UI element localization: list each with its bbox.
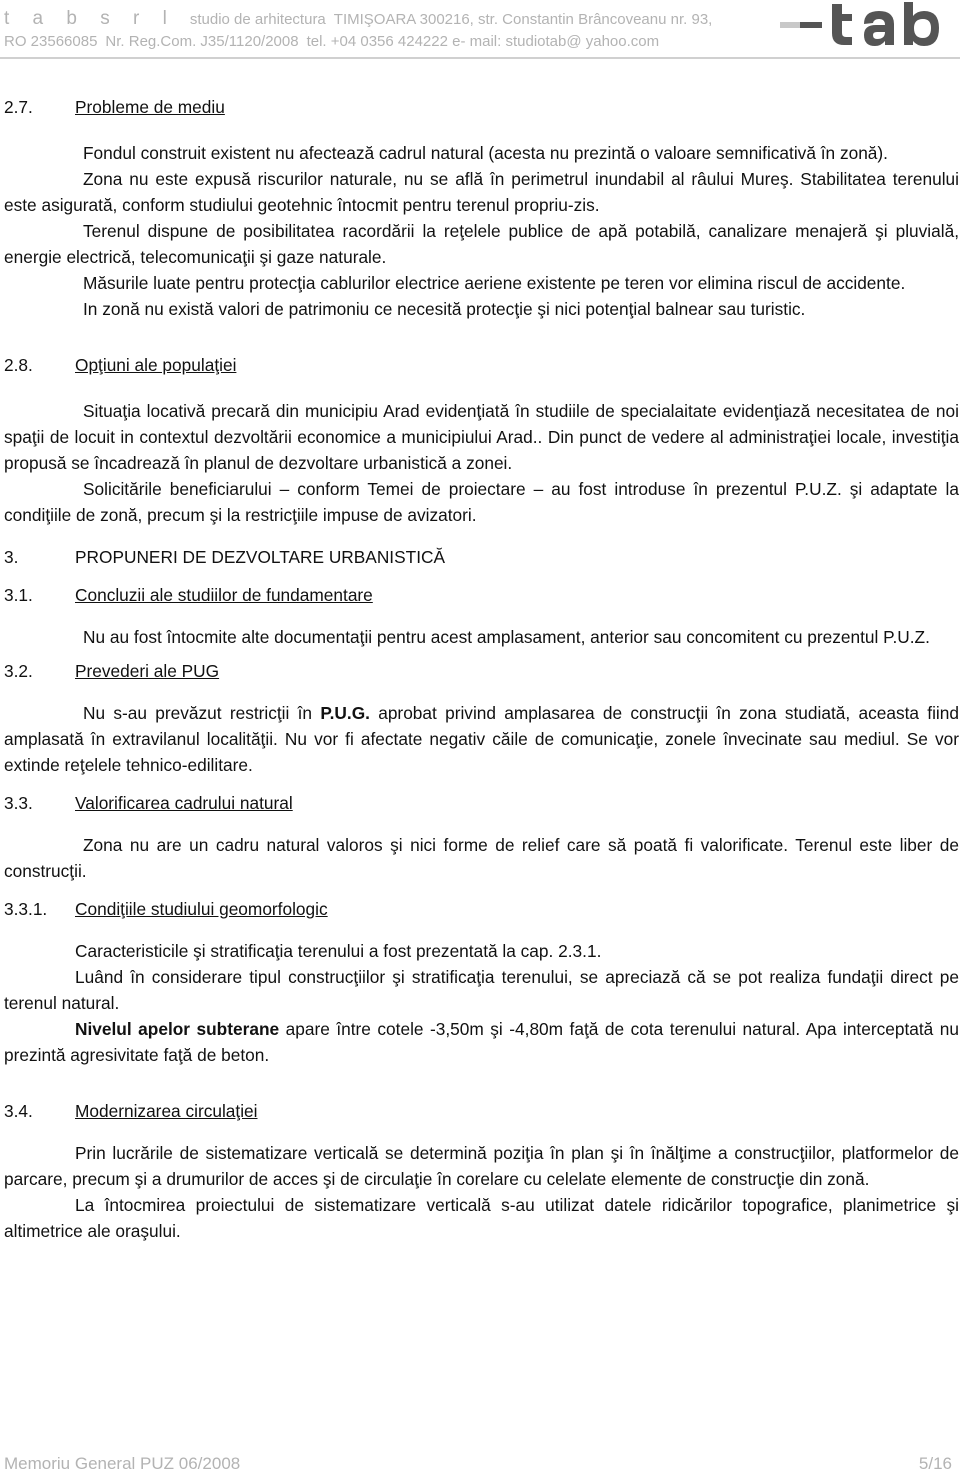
paragraph: Luând în considerare tipul construcţiilor şi stratificaţia terenului, se apreciază că se pot realiza fundaţii direct pe terenul natural. — [4, 967, 959, 1013]
heading-3-3 — [4, 790, 959, 816]
letterhead-line-1 — [4, 8, 774, 31]
letterhead-line-2 — [4, 31, 774, 53]
section-number: 3.3. — [4, 793, 33, 813]
text-run: Nu s-au prevăzut restricţii în — [83, 703, 321, 723]
paragraph: Nu au fost întocmite alte documentaţii pentru acest amplasament, anterior sau concomitent cu prezentul P.U.Z. — [83, 627, 930, 647]
paragraph: Fondul construit existent nu afectează cadrul natural (acesta nu prezintă o valoare semnificativă în zonă). — [83, 143, 888, 163]
contact-info: tel. +04 0356 424222 e- mail: studiotab@ yahoo.com — [306, 33, 660, 50]
section-title: PROPUNERI DE DEZVOLTARE URBANISTICĂ — [75, 547, 446, 567]
fiscal-code: RO 23566085 — [4, 33, 98, 50]
page-footer — [4, 1454, 952, 1474]
letterhead — [4, 8, 774, 53]
page-number: 5/16 — [918, 1454, 952, 1473]
paragraph: Caracteristicile şi stratificaţia terenului a fost prezentată la cap. 2.3.1. — [75, 941, 602, 961]
section-number: 2.7. — [4, 97, 33, 117]
section-number: 3.2. — [4, 661, 33, 681]
heading-3-3-1 — [4, 896, 959, 922]
header-rule — [0, 57, 960, 59]
heading-3-1 — [4, 582, 959, 608]
paragraph: Prin lucrările de sistematizare verticală se determină poziţia în plan şi în înălţime a construcţiilor, platformelor de parcare, precum şi a drumurilor de acces şi de circulaţie în corelare cu celelate elemente de construcţie din zonă. — [4, 1143, 959, 1189]
paragraph: In zonă nu există valori de patrimoniu ce necesită protecţie şi nici potenţial balnear sau turistic. — [83, 299, 806, 319]
paragraph: Zona nu este expusă riscurilor naturale, nu se află în perimetrul inundabil al râului Mureş. Stabilitatea terenului este asigurată, conform studiului geotehnic întocmit pentru terenul propriu-zis. — [4, 169, 959, 215]
section-number: 3. — [4, 547, 19, 567]
section-number: 3.3.1. — [4, 899, 48, 919]
studio-type: studio de arhitectura — [189, 11, 326, 28]
company-brand: t a b s r l — [4, 8, 176, 29]
heading-3-4 — [4, 1098, 959, 1124]
paragraph: Măsurile luate pentru protecţia cablurilor electrice aeriene existente pe teren vor elimina riscul de accidente. — [83, 273, 906, 293]
bold-term: P.U.G. — [320, 703, 370, 723]
heading-2-8 — [4, 352, 959, 378]
section-title: Concluzii ale studiilor de fundamentare — [75, 585, 373, 605]
paragraph: Situaţia locativă precară din municipiu Arad evidenţiată în studiile de specialaitate evidenţiază necesitatea de noi spaţii de locuit in contextul dezvoltării economice a municipiului Arad.. Din punct de vedere al administraţiei locale, investiţia propusă se încadrează în planul de dezvoltare urbanistică a zonei. — [4, 401, 959, 473]
paragraph: Zona nu are un cadru natural valoros şi nici forme de relief care să poată fi valorificate. Terenul este liber de construcţii. — [4, 835, 959, 881]
section-title: Probleme de mediu — [75, 97, 225, 117]
section-title: Opţiuni ale populaţiei — [75, 355, 237, 375]
paragraph: Terenul dispune de posibilitatea racordării la reţelele publice de apă potabilă, canalizare menajeră şi pluvială, energie electrică, telecomunicaţii şi gaze naturale. — [4, 221, 959, 267]
section-title: Prevederi ale PUG — [75, 661, 220, 681]
bold-term: Nivelul apelor subterane — [75, 1019, 280, 1039]
text-run: aprobat privind amplasarea de construcţii în zona studiată, aceasta fiind amplasată în extravilanul localităţii. Nu vor fi afectate negativ căile de comunicaţie, zonele învecinate sau mediul. Se vor extinde reţelele tehnico-edilitare. — [4, 703, 959, 775]
heading-3-2 — [4, 658, 959, 684]
heading-3 — [4, 544, 959, 570]
section-number: 3.1. — [4, 585, 33, 605]
registration-number: Nr. Reg.Com. J35/1120/2008 — [105, 33, 299, 50]
section-number: 3.4. — [4, 1101, 33, 1121]
section-title: Valorificarea cadrului natural — [75, 793, 293, 813]
paragraph: La întocmirea proiectului de sistematizare verticală s-au utilizat datele ridicărilor topografice, planimetrice şi altimetrice ale oraşului. — [4, 1195, 959, 1241]
paragraph: Solicitările beneficiarului – conform Temei de proiectare – au fost introduse în prezentul P.U.Z. şi adaptate la condiţiile de zonă, precum şi la restricţiile impuse de avizatori. — [4, 479, 959, 525]
section-title: Condiţiile studiului geomorfologic — [75, 899, 328, 919]
section-number: 2.8. — [4, 355, 33, 375]
text-run: apare între cotele -3,50m şi -4,80m faţă de cota terenului natural. Apa interceptată nu prezintă agresivitate faţă de beton. — [4, 1019, 960, 1065]
paragraph — [4, 700, 959, 778]
paragraph — [4, 1016, 959, 1068]
section-title: Modernizarea circulaţiei — [75, 1101, 258, 1121]
tab-logo — [778, 0, 958, 46]
document-body — [4, 94, 959, 1244]
document-title: Memoriu General PUZ 06/2008 — [4, 1454, 241, 1473]
company-address: TIMIŞOARA 300216, str. Constantin Brâncoveanu nr. 93, — [333, 11, 713, 28]
heading-2-7 — [4, 94, 959, 120]
